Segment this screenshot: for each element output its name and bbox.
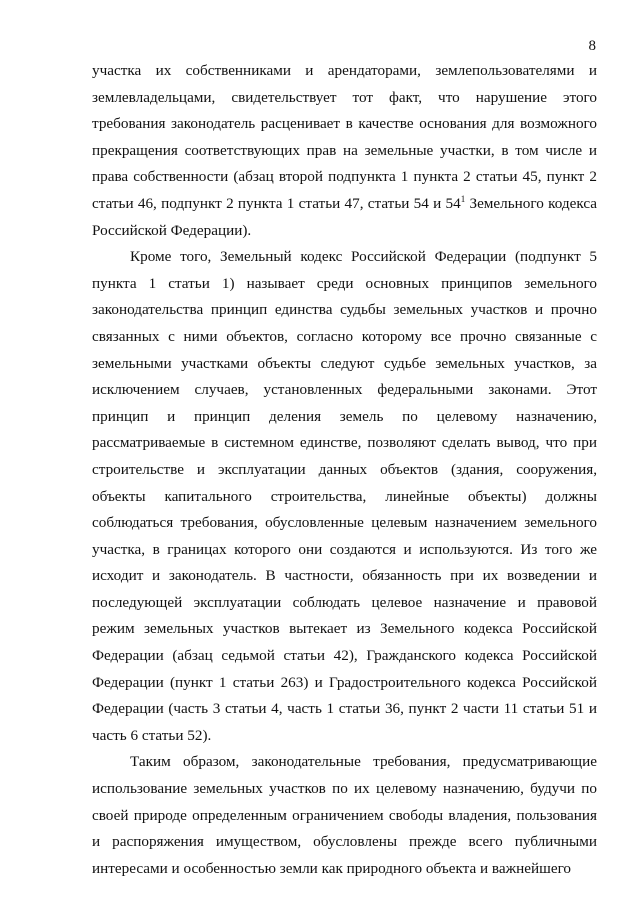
- page-number: 8: [588, 38, 596, 54]
- document-body: [92, 58, 597, 882]
- paragraph-1-text: участка их собственниками и арендаторами, землепользователями и землевладельцами, свидетельствует тот факт, что нарушение этого требования законодатель расценивает в качестве основания для возможного прекращения соответствующих прав на земельные участки, в том числе и права собственности (абзац второй подпункта 1 пункта 2 статьи 45, пункт 2 статьи 46, подпункт 2 пункта 1 статьи 47, статьи 54 и 54: [92, 62, 597, 212]
- paragraph-1-text-end: Земельного кодекса Российской Федерации).: [92, 194, 597, 239]
- paragraph-3: Таким образом, законодательные требования, предусматривающие использование земельных участков по их целевому назначению, будучи по своей природе определенным ограничением свободы владения, пользования и распоряжения имуществом, обусловлены прежде всего публичными интересами и особенностью земли как природного объекта и важнейшего: [92, 753, 597, 877]
- superscript-article-index: 1: [460, 193, 466, 204]
- paragraph-2: Кроме того, Земельный кодекс Российской Федерации (подпункт 5 пункта 1 статьи 1) называет среди основных принципов земельного законодательства принцип единства судьбы земельных участков и прочно связанных с ними объектов, согласно которому все прочно связанные с земельными участками объекты следуют судьбе земельных участков, за исключением случаев, установленных федеральными законами. Этот принцип и принцип деления земель по целевому назначению, рассматриваемые в системном единстве, позволяют сделать вывод, что при строительстве и эксплуатации данных объектов (здания, сооружения, объекты капитального строительства, линейные объекты) должны соблюдаться требования, обусловленные целевым назначением земельного участка, в границах которого они создаются и используются. Из того же исходит и законодатель. В частности, обязанность при их возведении и последующей эксплуатации соблюдать целевое назначение и правовой режим земельных участков вытекает из Земельного кодекса Российской Федерации (абзац седьмой статьи 42), Гражданского кодекса Российской Федерации (пункт 1 статьи 263) и Градостроительного кодекса Российской Федерации (часть 3 статьи 4, часть 1 статьи 36, пункт 2 части 11 статьи 51 и часть 6 статьи 52).: [92, 248, 597, 744]
- paragraph-1: [92, 58, 597, 244]
